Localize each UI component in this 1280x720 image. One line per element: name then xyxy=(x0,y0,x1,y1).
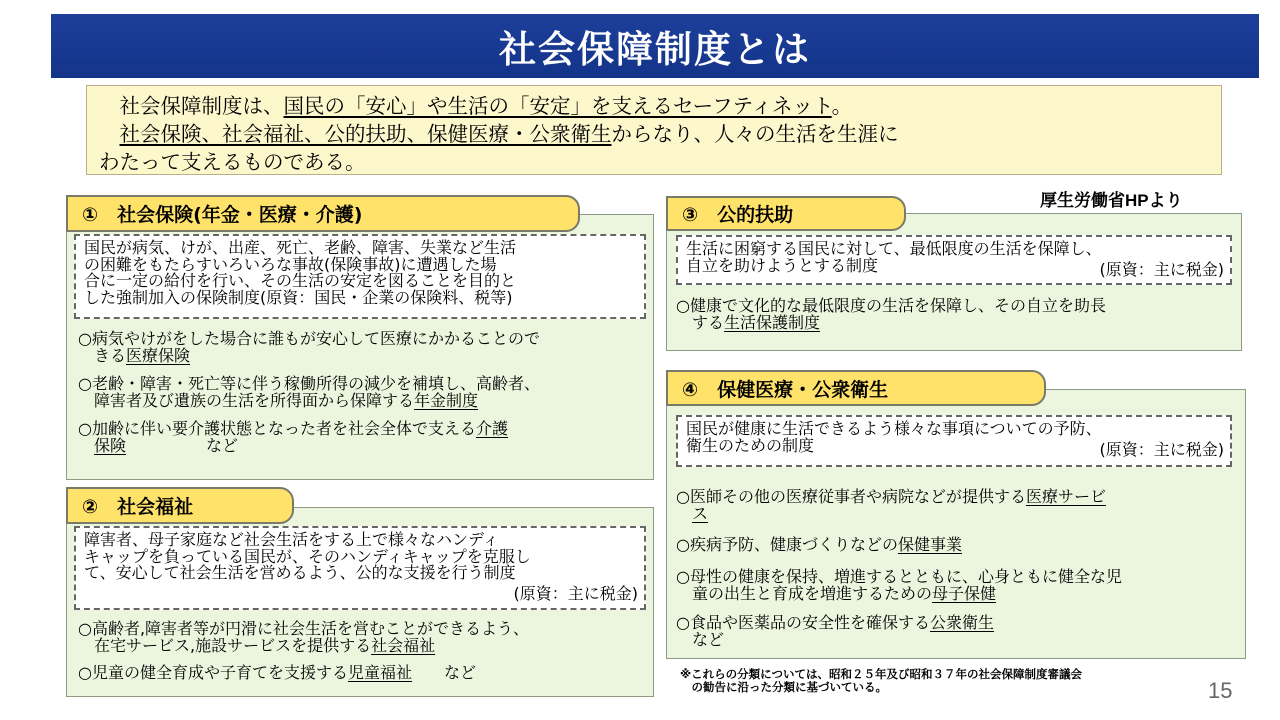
item-text: 障害者及び遺族の生活を所得面から保障する xyxy=(78,391,415,410)
definition-line: 国民が病気、けが、出産、死亡、老齢、障害、失業など生活 xyxy=(84,238,517,257)
definition-line: 生活に困窮する国民に対して、最低限度の生活を保障し、 xyxy=(686,239,1102,258)
item-text xyxy=(78,637,648,654)
list-item xyxy=(78,620,648,654)
item-text: ○児童の健全育成や子育てを支援する xyxy=(78,663,348,682)
funding-note: (原資：主に税金) xyxy=(513,583,638,603)
footnote xyxy=(680,668,1082,694)
list-item xyxy=(676,614,1238,648)
item-text: する xyxy=(676,313,725,332)
item-text xyxy=(676,585,1238,602)
intro-line-1 xyxy=(99,92,1209,120)
item-text xyxy=(676,614,1238,631)
list-item xyxy=(78,664,648,681)
item-text: ○老齢・障害・死亡等に伴う稼働所得の減少を補填し、高齢者、 xyxy=(78,374,540,393)
list-item xyxy=(78,375,648,409)
intro-line-3: わたって支えるものである。 xyxy=(99,150,366,174)
item-keyword: 保健事業 xyxy=(897,535,962,554)
list-item xyxy=(676,297,1236,331)
definition-line: 自立を助けようとする制度 xyxy=(686,255,879,275)
item-keyword: 公衆衛生 xyxy=(929,613,994,632)
item-text xyxy=(676,488,1238,505)
source-label: 厚生労働省HPより xyxy=(1040,191,1183,210)
item-text: など xyxy=(411,663,476,682)
item-keyword: 介護 xyxy=(475,419,508,438)
item-text: きる xyxy=(78,346,127,365)
item-text xyxy=(676,505,1238,522)
item-text xyxy=(78,437,648,454)
item-keyword: 生活保護制度 xyxy=(724,313,821,332)
item-keyword: 医療保険 xyxy=(126,346,191,365)
tab-public-assistance: ③ 公的扶助 xyxy=(666,196,906,231)
item-text: など xyxy=(126,436,239,455)
item-text: ○高齢者,障害者等が円滑に社会生活を営むことができるよう、 xyxy=(78,619,530,638)
intro-box xyxy=(86,85,1222,175)
definition-box xyxy=(74,526,646,610)
item-text: ○食品や医薬品の安全性を確保する xyxy=(676,613,930,632)
item-keyword: ス xyxy=(692,504,709,523)
item-text xyxy=(676,314,1236,331)
tab-social-welfare: ② 社会福祉 xyxy=(66,487,294,524)
definition-line: した強制加入の保険制度(原資：国民・企業の保険料、税等) xyxy=(84,287,513,307)
item-text: 童の出生と育成を増進するための xyxy=(676,584,933,603)
title-bar xyxy=(51,14,1259,78)
item-keyword: 社会福祉 xyxy=(371,636,436,655)
definition-line: 障害者、母子家庭など社会生活をする上で様々なハンディ xyxy=(84,530,499,549)
item-text: ○医師その他の医療従事者や病院などが提供する xyxy=(676,487,1026,506)
definition-line: て、安心して社会生活を営めるよう、公的な支援を行う制度 xyxy=(84,563,516,582)
item-text: ○病気やけがをした場合に誰もが安心して医療にかかることので xyxy=(78,329,540,348)
definition-box xyxy=(676,235,1232,285)
intro-text: 。 xyxy=(831,94,853,118)
definition-line: キャップを負っている国民が、そのハンディキャップを克服し xyxy=(84,546,531,566)
funding-note: (原資：主に税金) xyxy=(1099,440,1224,459)
item-keyword: 医療サービ xyxy=(1025,487,1106,506)
page-title: 社会保障制度とは xyxy=(499,28,811,71)
definition-line: 合に一定の給付を行い、その生活の安定を図ることを目的と xyxy=(84,271,517,290)
definition-box xyxy=(74,234,646,319)
intro-underlined: 社会保険、社会福祉、公的扶助、保健医療・公衆衛生 xyxy=(119,122,612,146)
list-item xyxy=(78,420,648,454)
list-item xyxy=(676,568,1238,602)
list-item xyxy=(676,488,1238,522)
list-item xyxy=(78,330,648,364)
item-text: ○疾病予防、健康づくりなどの xyxy=(676,535,898,554)
item-text xyxy=(78,392,648,409)
item-text: 在宅サービス,施設サービスを提供する xyxy=(78,636,372,655)
item-keyword: 年金制度 xyxy=(414,391,479,410)
item-keyword: 保険 xyxy=(94,436,127,455)
tab-public-health: ④ 保健医療・公衆衛生 xyxy=(666,370,1046,406)
item-keyword: 母子保健 xyxy=(932,584,997,603)
intro-underlined: 国民の「安心」や生活の「安定」を支えるセーフティネット xyxy=(283,94,832,118)
footnote-line: ※これらの分類については、昭和２５年及び昭和３７年の社会保障制度審議会 xyxy=(680,667,1082,681)
item-text: ○加齢に伴い要介護状態となった者を社会全体で支える xyxy=(78,419,476,438)
intro-line-2 xyxy=(99,120,1209,148)
definition-line: 国民が健康に生活できるよう様々な事項についての予防、 xyxy=(686,419,1102,438)
tab-social-insurance: ① 社会保険(年金・医療・介護) xyxy=(66,195,580,232)
list-item xyxy=(676,536,1238,553)
item-text: など xyxy=(676,630,725,649)
item-text: ○健康で文化的な最低限度の生活を保障し、その自立を助長 xyxy=(676,296,1106,315)
item-text xyxy=(78,347,648,364)
item-text xyxy=(78,420,648,437)
definition-line: 衛生のための制度 xyxy=(686,435,815,455)
intro-text: からなり、人々の生活を生涯に xyxy=(611,122,899,146)
page-number: 15 xyxy=(1208,678,1233,703)
definition-line: の困難をもたらすいろいろな事故(保険事故)に遭遇した場 xyxy=(84,254,497,274)
item-text: ○母性の健康を保持、増進するとともに、心身ともに健全な児 xyxy=(676,567,1122,586)
intro-text: 社会保障制度は、 xyxy=(119,94,284,118)
footnote-line: の勧告に沿った分類に基づいている。 xyxy=(680,680,887,694)
item-keyword: 児童福祉 xyxy=(347,663,412,682)
funding-note: (原資：主に税金) xyxy=(1099,260,1224,279)
definition-box xyxy=(676,415,1232,467)
